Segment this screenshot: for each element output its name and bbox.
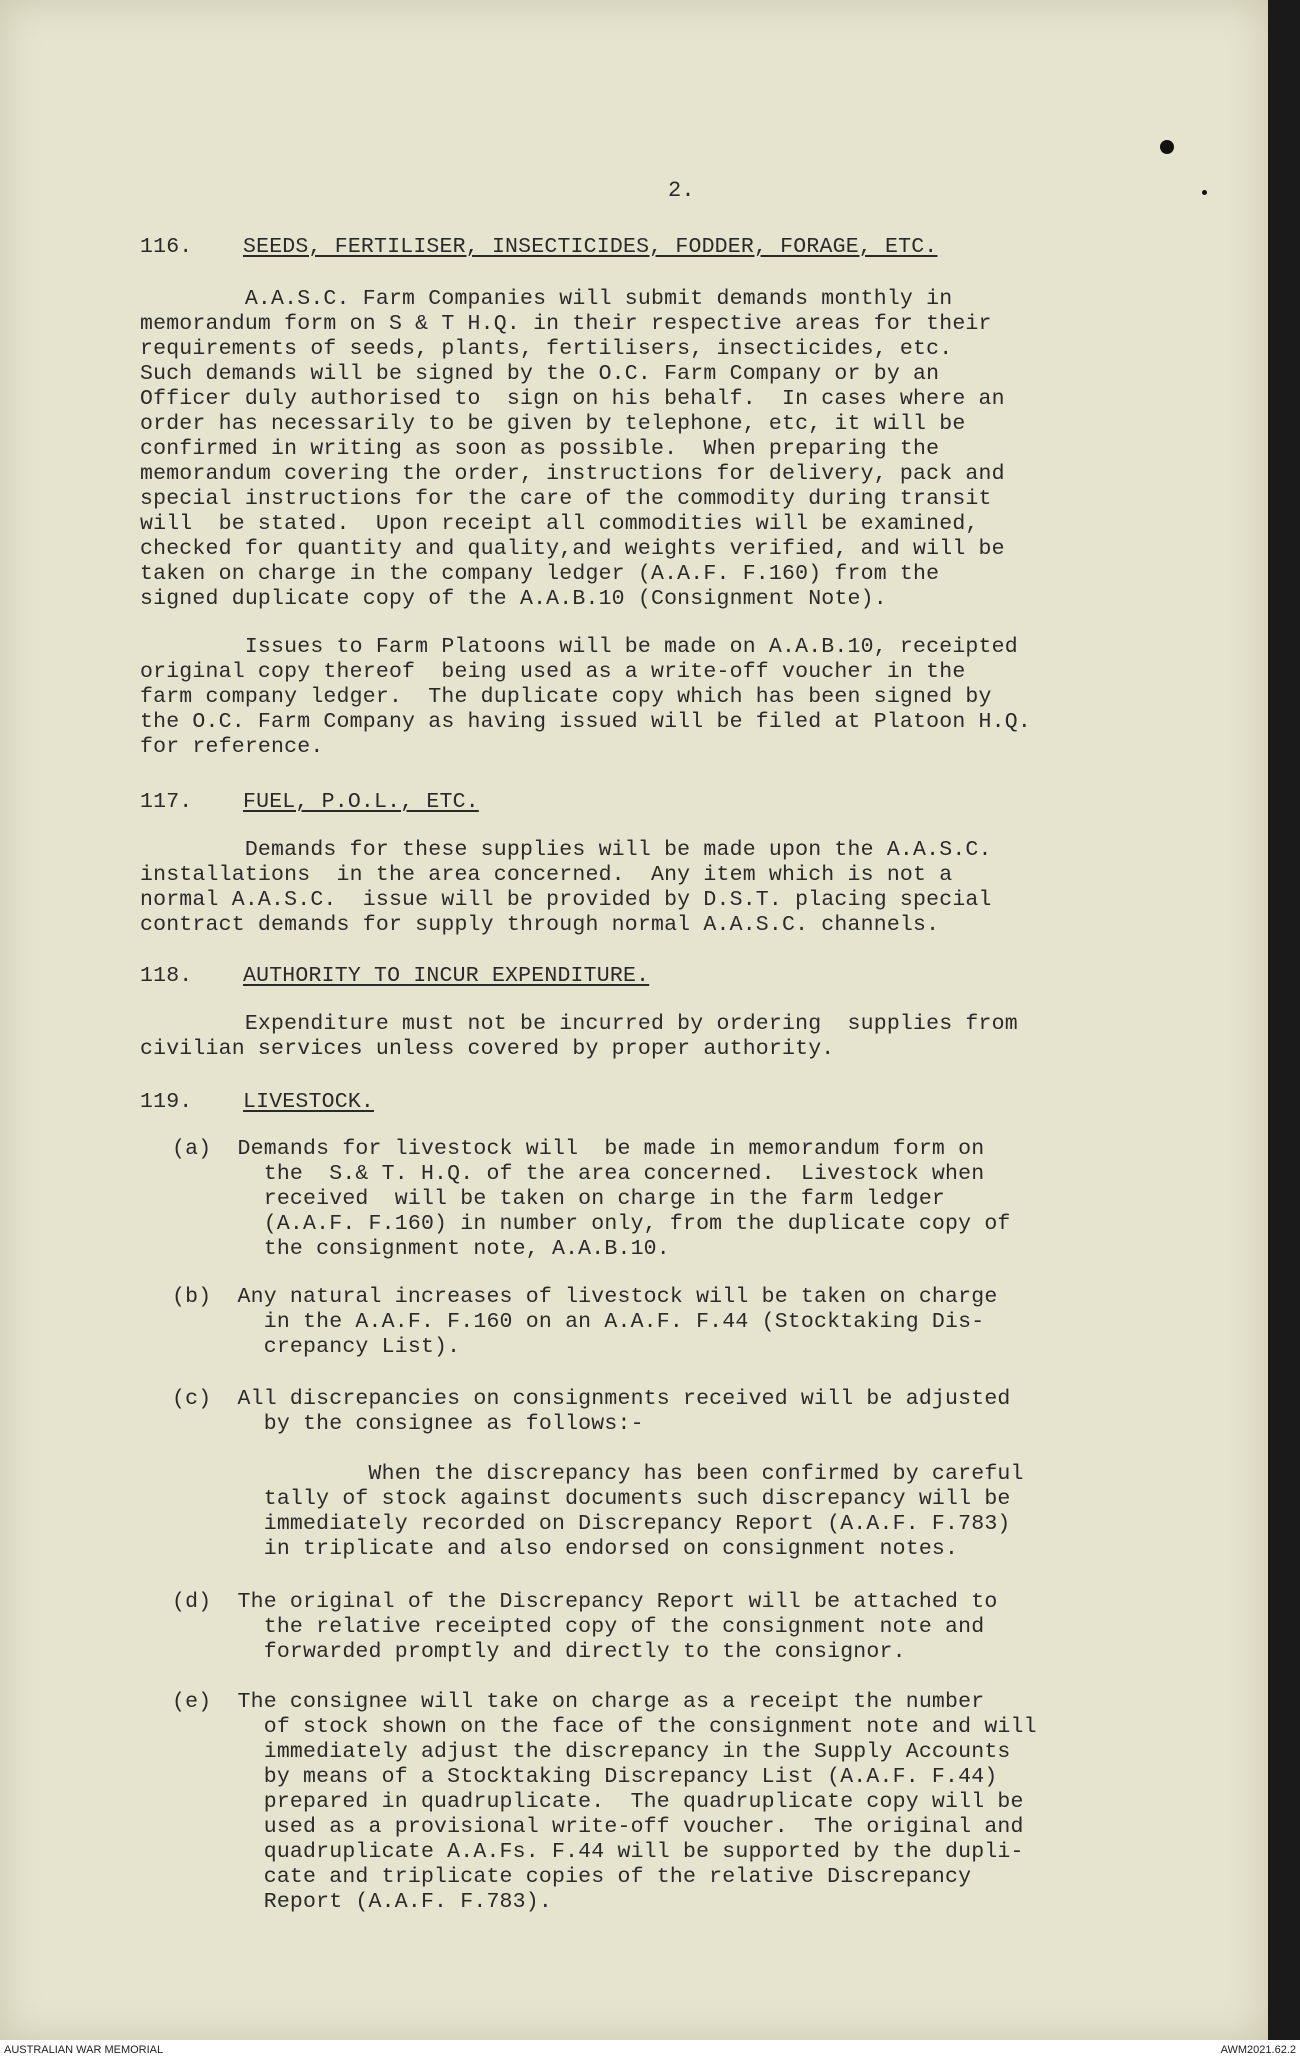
archive-footer — [0, 2040, 1300, 2061]
section-119-item-c-detail: When the discrepancy has been confirmed by careful tally of stock against documents such discrepancy will be immediately recorded on Discrepancy Report (A.A.F. F.783) in triplicate and also endorsed on consignment notes. — [263, 1462, 1024, 1561]
section-119-item-d: (d) The original of the Discrepancy Report will be attached to the relative receipted copy of the consignment note and forwarded promptly and directly to the consignor. — [172, 1590, 998, 1664]
section-119-item-e: (e) The consignee will take on charge as a receipt the number of stock shown on the face of the consignment note and will immediately adjust the discrepancy in the Supply Accounts by means of a Stocktaking Discrepancy List (A.A.F. F.44) prepared in quadruplicate. The quadruplicate copy will be used as a provisional write-off voucher. The original and quadruplicate A.A.Fs. F.44 will be supported by the dupli- cate and triplicate copies of the relative Discrepancy Report (A.A.F. F.783). — [172, 1690, 1037, 1914]
section-117-paragraph-1: Demands for these supplies will be made upon the A.A.S.C. installations in the area concerned. Any item which is not a normal A.A.S.C. issue will be provided by D.S.T. placing special contract demands for supply through normal A.A.S.C. channels. — [140, 838, 992, 937]
section-116-paragraph-1: A.A.S.C. Farm Companies will submit demands monthly in memorandum form on S & T H.Q. in their respective areas for their requirements of seeds, plants, fertilisers, insecticides, etc. Such demands will be signed by the O.C. Farm Company or by an Officer duly authorised to sign on his behalf. In cases where an order has necessarily to be given by telephone, etc, it will be confirmed in writing as soon as possible. When preparing the memorandum covering the order, instructions for delivery, pack and special instructions for the care of the commodity during transit will be stated. Upon receipt all commodities will be examined, checked for quantity and quality,and weights verified, and will be taken on charge in the company ledger (A.A.F. F.160) from the signed duplicate copy of the A.A.B.10 (Consignment Note). — [140, 287, 1005, 611]
section-118-paragraph-1: Expenditure must not be incurred by ordering supplies from civilian services unless covered by proper authority. — [140, 1012, 1018, 1061]
section-119-item-c: (c) All discrepancies on consignments received will be adjusted by the consignee as follows:- — [172, 1387, 1011, 1436]
scan-border — [1268, 0, 1300, 2040]
section-119-number: 119. — [140, 1090, 193, 1114]
section-116-paragraph-2: Issues to Farm Platoons will be made on A.A.B.10, receipted original copy thereof being used as a write-off voucher in the farm company ledger. The duplicate copy which has been signed by the O.C. Farm Company as having issued will be filed at Platoon H.Q. for reference. — [140, 635, 1031, 759]
section-119-heading: LIVESTOCK. — [243, 1090, 375, 1114]
footer-institution: AUSTRALIAN WAR MEMORIAL — [4, 2044, 164, 2056]
section-116-number: 116. — [140, 235, 193, 259]
ink-dot — [1202, 190, 1207, 195]
section-117-number: 117. — [140, 790, 193, 814]
section-116-heading: SEEDS, FERTILISER, INSECTICIDES, FODDER, FORAGE, ETC. — [243, 235, 938, 259]
section-119-item-b: (b) Any natural increases of livestock will be taken on charge in the A.A.F. F.160 on an A.A.F. F.44 (Stocktaking Dis- crepancy List). — [172, 1285, 998, 1359]
footer-reference: AWM2021.62.2 — [1220, 2044, 1296, 2056]
punch-hole-mark — [1160, 140, 1174, 154]
section-118-heading: AUTHORITY TO INCUR EXPENDITURE. — [243, 964, 650, 988]
section-117-heading: FUEL, P.O.L., ETC. — [243, 790, 479, 814]
section-118-number: 118. — [140, 964, 193, 988]
page-number: 2. — [668, 178, 695, 203]
section-119-item-a: (a) Demands for livestock will be made in memorandum form on the S.& T. H.Q. of the area concerned. Livestock when received will be taken on charge in the farm ledger (A.A.F. F.160) in number only, from the duplicate copy of the consignment note, A.A.B.10. — [172, 1137, 1011, 1261]
